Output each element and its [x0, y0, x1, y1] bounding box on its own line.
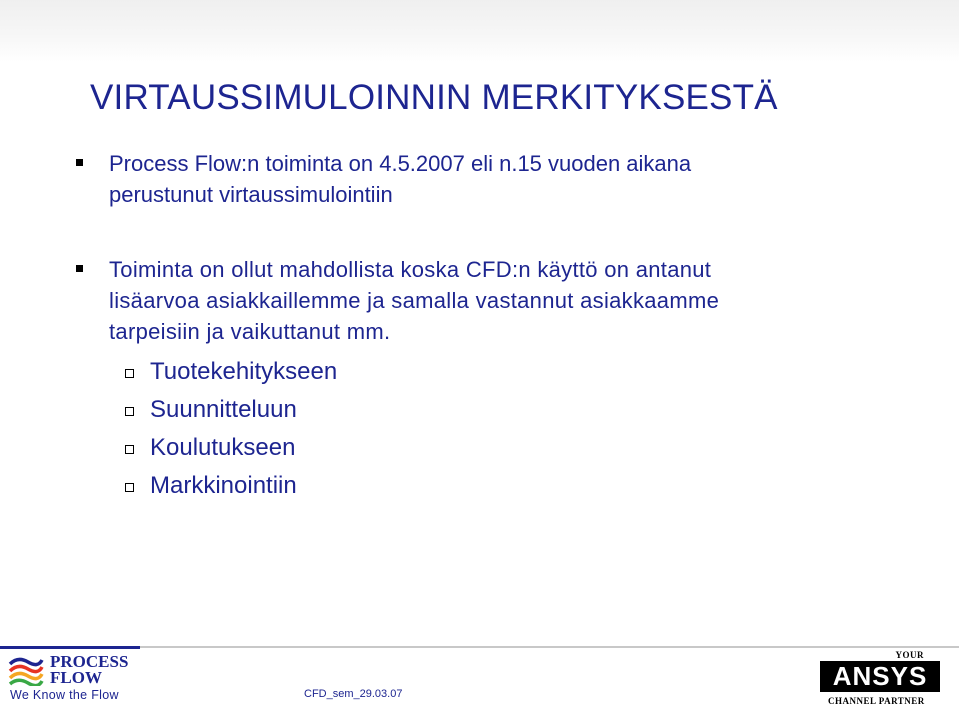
process-flow-mark-icon: [8, 656, 44, 686]
hollow-square-bullet-icon: [125, 483, 134, 492]
footer-accent-line: [0, 646, 140, 649]
sub-bullet-list: [125, 356, 337, 508]
sub-bullet-text: Tuotekehitykseen: [150, 358, 338, 385]
company-name: PROCESS FLOW: [50, 652, 129, 687]
header-band: [0, 0, 959, 62]
bullet-text: Toiminta on ollut mahdollista koska CFD:n käyttö on antanut lisäarvoa asiakkaillemme ja samalla vastannut asiakkaamme tarpeisiin ja vaikuttanut mm.: [109, 257, 720, 344]
process-flow-logo: [8, 652, 138, 704]
hollow-square-bullet-icon: [125, 445, 134, 454]
bullet-text: Process Flow:n toiminta on 4.5.2007 eli n.15 vuoden aikana perustunut virtaussimulointiin: [109, 151, 692, 207]
sub-bullet-item: [125, 432, 337, 470]
sub-bullet-item: [125, 470, 337, 508]
sub-bullet-text: Markkinointiin: [150, 472, 297, 499]
sub-bullet-item: [125, 356, 337, 394]
slide-title: VIRTAUSSIMULOINNIN MERKITYKSESTÄ: [90, 78, 778, 117]
hollow-square-bullet-icon: [125, 407, 134, 416]
ansys-partner-logo: [818, 650, 944, 708]
hollow-square-bullet-icon: [125, 369, 134, 378]
ansys-brand: ANSYS: [820, 661, 940, 692]
square-bullet-icon: [76, 159, 83, 166]
bullet-item: [76, 254, 916, 347]
footer-code: CFD_sem_29.03.07: [304, 688, 403, 700]
sub-bullet-text: Suunnitteluun: [150, 396, 297, 423]
company-tagline: We Know the Flow: [10, 688, 119, 702]
partner-top-text: YOUR: [895, 650, 924, 660]
footer-divider: [0, 646, 959, 648]
bullet-item: [76, 148, 896, 210]
sub-bullet-item: [125, 394, 337, 432]
square-bullet-icon: [76, 265, 83, 272]
partner-bottom-text: CHANNEL PARTNER: [828, 696, 925, 706]
sub-bullet-text: Koulutukseen: [150, 434, 296, 461]
